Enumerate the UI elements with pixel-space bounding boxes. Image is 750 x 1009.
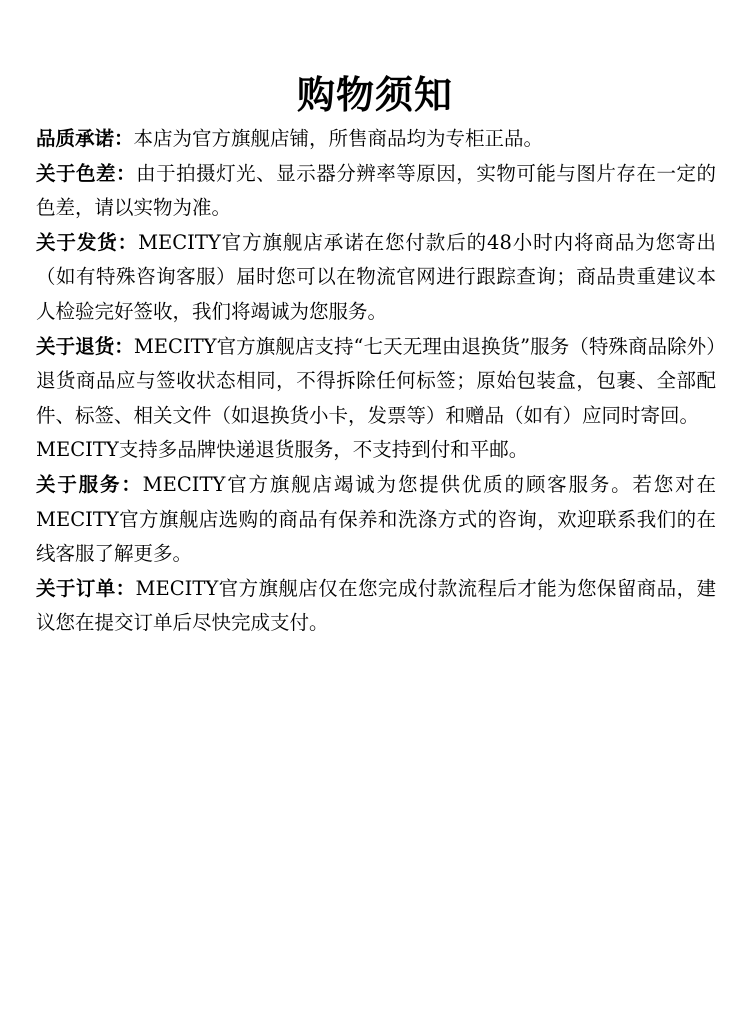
shipping-label: 关于发货： (36, 230, 139, 254)
courier-returns-paragraph (36, 433, 716, 468)
color-difference-text: 由于拍摄灯光、显示器分辨率等原因，实物可能与图片存在一定的色差，请以实物为准。 (36, 161, 716, 220)
shipping-text: MECITY官方旗舰店承诺在您付款后的48小时内将商品为您寄出（如有特殊咨询客服）届时您可以在物流官网进行跟踪查询；商品贵重建议本人检验完好签收，我们将竭诚为您服务。 (36, 230, 716, 323)
order-text: MECITY官方旗舰店仅在您完成付款流程后才能为您保留商品，建议您在提交订单后尽快完成支付。 (36, 576, 716, 635)
color-difference-label: 关于色差： (36, 161, 137, 185)
color-difference-paragraph (36, 157, 716, 226)
shipping-paragraph (36, 226, 716, 330)
order-paragraph (36, 572, 716, 641)
order-label: 关于订单： (36, 576, 136, 600)
notice-body (36, 122, 716, 641)
returns-label: 关于退货： (36, 334, 134, 358)
quality-promise-paragraph (36, 122, 716, 157)
courier-returns-text: MECITY支持多品牌快递退货服务，不支持到付和平邮。 (36, 438, 529, 462)
service-label: 关于服务： (36, 472, 143, 496)
page-title: 购物须知 (296, 72, 453, 118)
returns-text: MECITY官方旗舰店支持“七天无理由退换货”服务（特殊商品除外）退货商品应与签收状态相同，不得拆除任何标签；原始包装盒，包裹、全部配件、标签、相关文件（如退换货小卡，发票等）和赠品（如有）应同时寄回。 (36, 334, 716, 427)
service-text: MECITY官方旗舰店竭诚为您提供优质的顾客服务。若您对在MECITY官方旗舰店选购的商品有保养和洗涤方式的咨询，欢迎联系我们的在线客服了解更多。 (36, 472, 716, 566)
service-paragraph (36, 468, 716, 572)
quality-promise-text: 本店为官方旗舰店铺，所售商品均为专柜正品。 (133, 127, 544, 150)
quality-promise-label: 品质承诺： (36, 127, 134, 150)
returns-paragraph (36, 330, 716, 434)
